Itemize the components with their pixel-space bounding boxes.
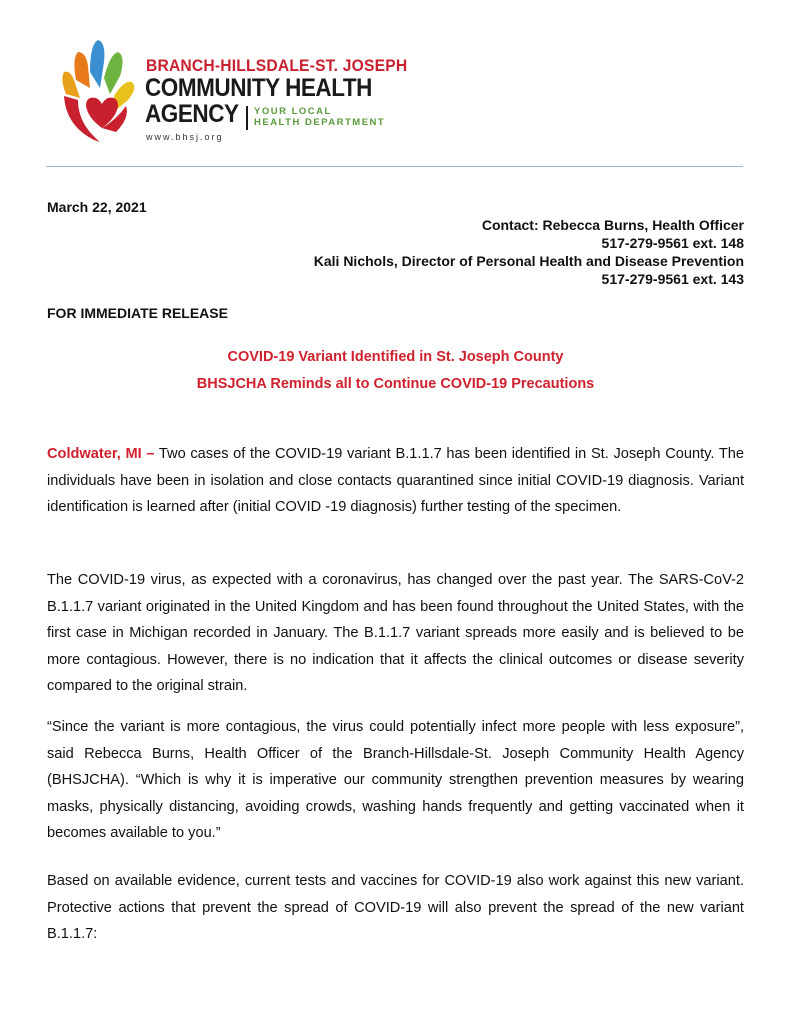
release-label: FOR IMMEDIATE RELEASE: [47, 305, 228, 321]
website-text: www.bhsj.org: [146, 132, 224, 142]
org-name-line1: BRANCH-HILLSDALE-ST. JOSEPH: [146, 56, 408, 75]
tagline-line1: YOUR LOCAL: [254, 106, 332, 117]
tagline-line2: HEALTH DEPARTMENT: [254, 117, 386, 128]
body-paragraph-2: The COVID-19 virus, as expected with a coronavirus, has changed over the past year. The SARS-CoV-2 B.1.1.7 variant originated in the United Kingdom and has been found throughout the United States, with the first case in Michigan recorded in January. The B.1.1.7 variant spreads more easily and is believed to be more contagious. However, there is no indication that it affects the clinical outcomes or disease severity compared to the original strain.: [47, 572, 744, 694]
paragraph-1-text: Two cases of the COVID-19 variant B.1.1.7 has been identified in St. Joseph County. The individuals have been in isolation and close contacts quarantined since initial COVID-19 diagnosis. Variant identification is learned after (initial COVID -19 diagnosis) further testing of the specimen.: [47, 446, 745, 515]
hand-heart-logo-icon: [56, 36, 144, 144]
header-rule: [46, 166, 743, 167]
dateline: Coldwater, MI –: [47, 446, 155, 462]
contact-line-3: Kali Nichols, Director of Personal Health and Disease Prevention: [313, 253, 744, 269]
tagline: [254, 106, 385, 128]
contact-line-2: 517-279-9561 ext. 148: [601, 235, 744, 251]
contact-line-1: Contact: Rebecca Burns, Health Officer: [481, 217, 744, 233]
subheadline: BHSJCHA Reminds all to Continue COVID-19 Precautions: [196, 376, 595, 392]
body-paragraph-4: Based on available evidence, current tests and vaccines for COVID-19 also work against this new variant. Protective actions that prevent the spread of COVID-19 will also prevent the spread of the new variant B.1.1.7:: [47, 873, 744, 942]
headline: COVID-19 Variant Identified in St. Joseph County: [227, 349, 564, 365]
body-paragraph-3: “Since the variant is more contagious, the virus could potentially infect more people with less exposure”, said Rebecca Burns, Health Officer of the Branch-Hillsdale-St. Joseph Community Health Agency (BHSJCHA). “Which is why it is imperative our community strengthen prevention measures by wearing masks, physically distancing, avoiding crowds, washing hands frequently and getting vaccinated when it becomes available to you.”: [47, 719, 744, 841]
body-paragraph-1: [47, 441, 744, 521]
org-name-line3: AGENCY: [145, 100, 239, 128]
agency-logo: [56, 36, 408, 146]
contact-line-4: 517-279-9561 ext. 143: [601, 271, 744, 287]
org-name-line2: COMMUNITY HEALTH: [145, 74, 372, 102]
release-date: March 22, 2021: [47, 199, 147, 215]
logo-divider: [246, 106, 248, 130]
contact-block: [314, 216, 744, 288]
